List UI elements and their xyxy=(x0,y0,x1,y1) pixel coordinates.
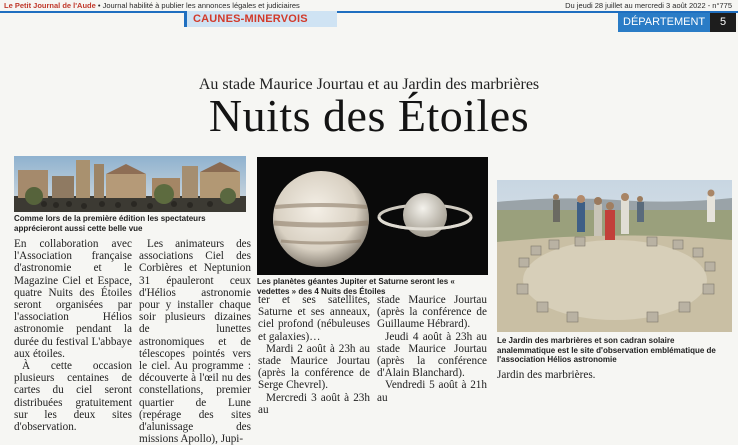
paragraph: Vendredi 5 août à 21h au xyxy=(377,379,487,404)
text-column-4 xyxy=(377,294,487,404)
paragraph: stade Maurice Jourtau (après la conférence de Guillaume Hébrard). xyxy=(377,294,487,331)
text-column-2 xyxy=(139,238,251,445)
paragraph: Jeudi 4 août à 23h au stade Maurice Jourtau (après la conférence d'Alain Blanchard). xyxy=(377,330,487,380)
article-kicker: Au stade Maurice Jourtau et au Jardin des marbrières xyxy=(198,76,540,93)
paper-name: Le Petit Journal de l'Aude xyxy=(4,1,96,10)
paragraph: À cette occasion plusieurs centaines de cartes du ciel seront distribuées gratuitement sur les deux sites d'observation. xyxy=(14,360,132,434)
section-label: DÉPARTEMENT xyxy=(623,16,706,28)
section-badge xyxy=(618,13,710,32)
town-label: CAUNES-MINERVOIS xyxy=(193,13,308,25)
village-photo-caption: Comme lors de la première édition les spectateurs apprécieront aussi cette belle vue xyxy=(14,214,206,233)
issue-info: Du jeudi 28 juillet au mercredi 3 août 2022 - n°775 xyxy=(565,1,732,10)
text-column-1 xyxy=(14,238,132,433)
paragraph: En collaboration avec l'Association française d'astronomie et le Magazine Ciel et Espace, quatre Nuits des Étoiles seront organisées par l'association Hélios astronomie pendant la durée du festival L'abbaye aux étoiles. xyxy=(14,238,132,360)
village-photo xyxy=(14,156,246,212)
article-title: Nuits des Étoiles xyxy=(208,90,530,141)
page-number: 5 xyxy=(710,13,736,32)
paragraph: Mercredi 3 août à 23h au xyxy=(258,391,370,416)
text-column-5: Jardin des marbrières. xyxy=(497,369,596,381)
town-banner xyxy=(184,11,337,27)
paragraph: ter et ses satellites, Saturne et ses anneaux, ciel profond (nébuleuses et galaxies)… xyxy=(258,294,370,343)
paragraph: Les animateurs des associations Ciel des Corbières et Neptunion 31 épauleront ceux d'Hélios astronomie pour y installer chaque soir plusieurs dizaines de lunettes astronomiques et de télescopes pointés vers le ciel. Au programme : découverte à l'œil nu des constellations, premier quartier de Lune (repérage des sites d'alunissage des missions Apollo), Jupi- xyxy=(139,238,251,445)
garden-photo-caption: Le Jardin des marbrières et son cadran solaire analemmatique est le site d'observation emblématique de l'association Hélios astronomie xyxy=(497,336,716,364)
masthead-line xyxy=(4,1,300,10)
planets-photo-caption: Les planètes géantes Jupiter et Saturne seront les « vedettes » des 4 Nuits des Étoiles xyxy=(257,277,455,296)
legal-notice: • Journal habilité à publier les annonces légales et judiciaires xyxy=(95,1,300,10)
garden-photo xyxy=(497,180,732,332)
planets-photo xyxy=(257,157,488,275)
paragraph: Mardi 2 août à 23h au stade Maurice Jourtau (après la conférence de Serge Chevrel). xyxy=(258,342,370,392)
text-column-3 xyxy=(258,294,370,416)
